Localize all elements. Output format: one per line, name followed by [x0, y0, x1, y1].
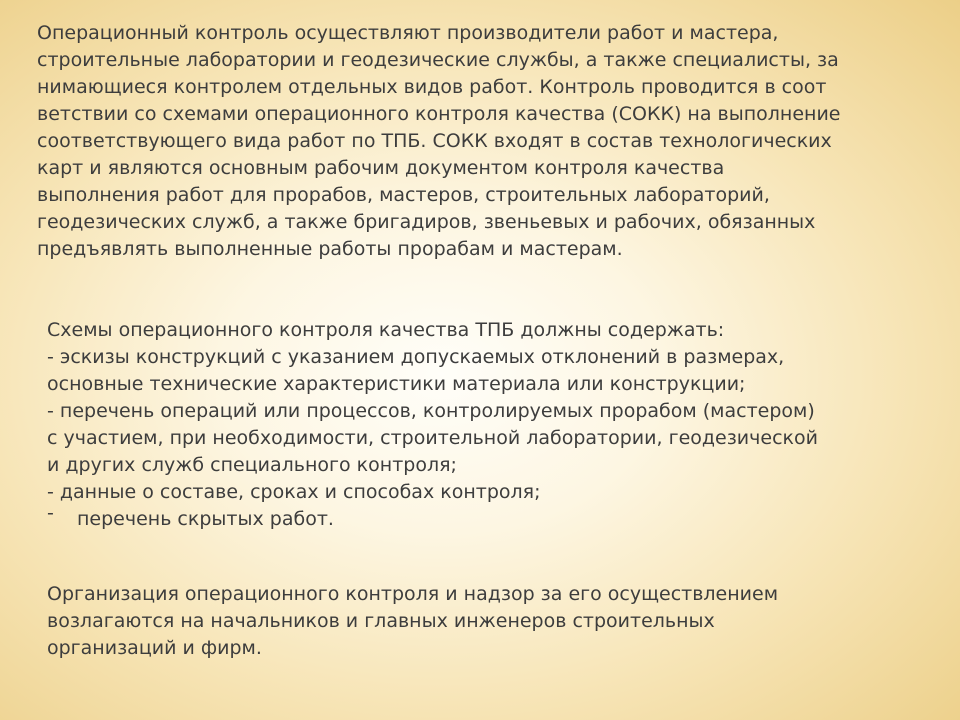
bullet-dash-icon: -: [47, 502, 54, 524]
text-line: соответствующего вида работ по ТПБ. СОКК входят в состав технологических: [37, 130, 832, 152]
text-line: возлагаются на начальников и главных инженеров строительных: [47, 610, 715, 632]
paragraph-operational-control: [37, 20, 937, 263]
text-line: - перечень операций или процессов, контролируемых прорабом (мастером): [47, 400, 815, 422]
paragraph-sokk-contents: [47, 317, 947, 533]
bullet-item: [47, 502, 947, 533]
text-line: нимающиеся контролем отдельных видов работ. Контроль проводится в соот: [37, 76, 827, 98]
text-line: с участием, при необходимости, строительной лаборатории, геодезической: [47, 427, 818, 449]
text-line: Операционный контроль осуществляют производители работ и мастера,: [37, 22, 779, 44]
text-line: и других служб специального контроля;: [47, 454, 457, 476]
text-line: выполнения работ для прорабов, мастеров, строительных лабораторий,: [37, 184, 770, 206]
text-line: - данные о составе, сроках и способах контроля;: [47, 481, 541, 503]
text-line: основные технические характеристики материала или конструкции;: [47, 373, 746, 395]
text-line: предъявлять выполненные работы прорабам и мастерам.: [37, 238, 623, 260]
text-line: карт и являются основным рабочим документом контроля качества: [37, 157, 725, 179]
bullet-text: перечень скрытых работ.: [77, 508, 334, 530]
text-line: ветствии со схемами операционного контроля качества (СОКК) на выполнение: [37, 103, 841, 125]
paragraph-organization: [47, 581, 947, 662]
text-line: Организация операционного контроля и надзор за его осуществлением: [47, 583, 779, 605]
text-line: геодезических служб, а также бригадиров, звеньевых и рабочих, обязанных: [37, 211, 816, 233]
text-line: организаций и фирм.: [47, 637, 262, 659]
text-line: строительные лаборатории и геодезические службы, а также специалисты, за: [37, 49, 839, 71]
text-line: - эскизы конструкций с указанием допускаемых отклонений в размерах,: [47, 346, 785, 368]
text-line: Схемы операционного контроля качества ТПБ должны содержать:: [47, 319, 725, 341]
